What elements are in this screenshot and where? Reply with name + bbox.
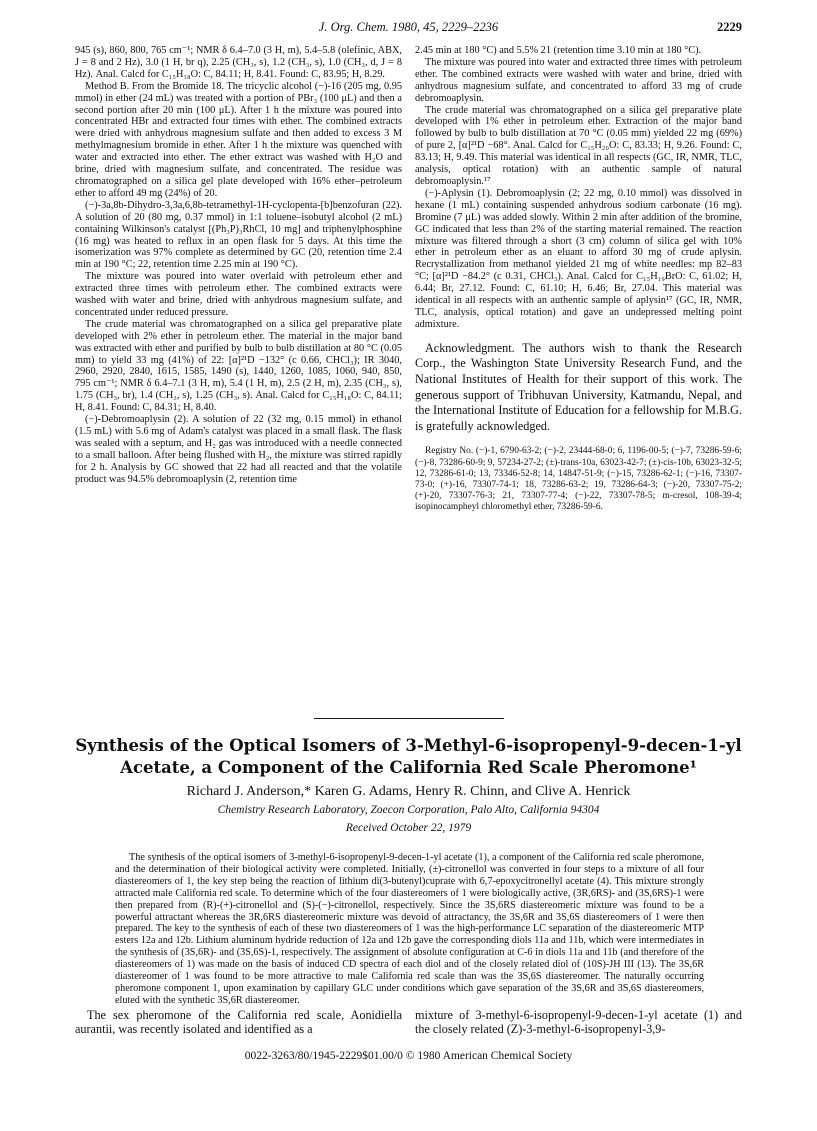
acknowledgment: Acknowledgment. The authors wish to thank the Research Corp., the Washington State University Research Fund, and the National Institutes of Health for their support of this work. The generous support of Tribhuvan University, Katmandu, Nepal, and the International Institute of Education for a fellowship for M.B.G. is gratefully acknowledged. bbox=[415, 340, 742, 433]
paragraph: Method B. From the Bromide 18. The tricyclic alcohol (−)-16 (205 mg, 0.95 mmol) in ether (24 mL) was treated with a portion of PBr₃ (100 μL) and then a second portion after 20 min (100 μL). After 1 h the mixture was poured into concentrated HBr and extracted four times with ether. The combined extracts were dried with anhydrous magnesium sulfate and then added to excess 3 M methylmagnesium bromide in ether. After 1 h the mixture was quenched with water and extracted into ether. The ether extract was washed with H₂O and brine, dried with magnesium sulfate, and concentrated. The residue was chromatographed on a silica gel plate developed with 16% ether–petroleum ether to afford 49 mg (24%) of 20. bbox=[75, 80, 402, 199]
registry-numbers: Registry No. (−)-1, 6790-63-2; (−)-2, 23444-68-0; 6, 1196-00-5; (−)-7, 73286-59-6; (−)-8, 73286-60-9; 9, 57234-27-2; (±)-trans-10a, 63023-42-7; (±)-cis-10b, 63023-32-5; 12, 73286-61-0; 13, 73346-52-8; 14, 14847-51-9; (−)-15, 73286-62-1; (−)-16, 73307-73-0; (+)-16, 73307-74-1; 18, 73286-63-2; 19, 73286-64-3; (−)-20, 73307-75-2; (+)-20, 73307-76-3; 21, 73307-77-4; (−)-22, 73307-78-5; m-cresol, 108-39-4; isopinocampheyl chloromethyl ether, 73286-59-6. bbox=[415, 446, 742, 513]
paragraph: The crude material was chromatographed on a silica gel preparative plate developed with 1% ether in petroleum ether. Extraction of the major band followed by bulb to bulb distillation at 70 °C (0.05 mm) yielded 22 mg (69%) of pure 2, [α]²¹D −68°. Anal. Calcd for C₁₅H₂₀O: C, 83.33; H, 9.26. Found: C, 83.13; H, 9.49. This material was identical in all respects (GC, IR, NMR, TLC, analysis, optical rotation) with an authentic sample of natural debromoaplysin.¹⁷ bbox=[415, 104, 742, 187]
paragraph: (−)-3a,8b-Dihydro-3,3a,6,8b-tetramethyl-1H-cyclopenta-[b]benzofuran (22). A solution of 20 (80 mg, 0.37 mmol) in 1:1 toluene–isobutyl alcohol (2 mL) containing Wilkinson's catalyst [(Ph₃P)₃RhCl, 10 mg] and triphenylphosphine (16 mg) was heated to reflux in an open flask for 5 days. At this time the isomerization was 97% complete as determined by GC (20, retention time 2.4 min at 190 °C; 22, retention time 2.25 min at 190 °C). bbox=[75, 199, 402, 271]
left-column bbox=[75, 45, 402, 715]
article-abstract: The synthesis of the optical isomers of 3-methyl-6-isopropenyl-9-decen-1-yl acetate (1), a component of the California red scale pheromone, and the determination of their biological activity were completed. Initially, (±)-citronellol was converted in four steps to a mixture of all four diastereomers of 1, the key step being the reaction of lithium di(3-butenyl)cuprate with 6,7-epoxycitronellyl acetate (4). This mixture strongly attracted male California red scale. To determine which of the four diastereomers of 1 were biologically active, (3R,6RS)- and (3S,6RS)-1 were then prepared from (R)-(+)-citronellol and (S)-(−)-citronellol, respectively. Since the 3S,6RS diastereomeric mixture was found to be a powerful attractant whereas the 3R,6RS diastereomeric mixture was devoid of attractancy, the 3S,6R and 3S,6S diastereomers of 1 were then prepared. The key to the synthesis of each of these two diastereomers of 1 was the high-performance LC separation of the diastereomeric MTP esters 12a and 12b. Lithium aluminum hydride reduction of 12a and 12b gave the corresponding diols 11a and 11b, which were intermediates in the synthesis of (3S,6R)- and (3S,6S)-1, respectively. The assignment of absolute configuration at C-6 in diols 11a and 11b (and therefore of the diastereomers of 1) was made on the basis of induced CD spectra of each diol and of the closely related diol of (10S)-JH III (13). The 3S,6R diastereomer of 1 was found to be more attractive to male California red scale than was the 3S,6S diastereomer. The naturally occurring pheromone component 1, upon examination by capillary GLC under conditions which gave separation of the 3S,6R and 3S,6S diastereomers, eluted with the synthetic 3S,6R diastereomer. bbox=[115, 852, 704, 1006]
paragraph: (−)-Debromoaplysin (2). A solution of 22 (32 mg, 0.15 mmol) in ethanol (1.5 mL) with 5.6 mg of Adam's catalyst was placed in a small flask. The flask was sealed with a septum, and H₂ gas was introduced with a needle connected to a small balloon. After being flushed with H₂, the mixture was stirred rapidly for 2 h. Analysis by GC showed that 22 had all reacted and that the volatile product was 94.5% debromoaplysin (2, retention time bbox=[75, 414, 402, 485]
paragraph: 945 (s), 860, 800, 765 cm⁻¹; NMR δ 6.4–7.0 (3 H, m), 5.4–5.8 (olefinic, ABX, J = 8 and 2 Hz), 3.0 (1 H, br q), 2.25 (CH₃, s), 1.2 (CH₃, s), 1.0 (CH₃, d, J = 8 Hz). Anal. Calcd for C₁₅H₁₈O: C, 84.11; H, 8.41. Found: C, 83.95; H, 8.29. bbox=[75, 45, 402, 80]
paragraph: The mixture was poured into water and extracted three times with petroleum ether. The combined extracts were washed with water and brine, dried with anhydrous magnesium sulfate, and concentrated to afford 33 mg of crude debromoaplysin. bbox=[415, 56, 742, 104]
paragraph: The mixture was poured into water overlaid with petroleum ether and extracted three times with petroleum ether. The combined extracts were washed with water and brine, dried with anhydrous magnesium sulfate, and concentrated under reduced pressure. bbox=[75, 271, 402, 318]
article-authors: Richard J. Anderson,* Karen G. Adams, Henry R. Chinn, and Clive A. Henrick bbox=[186, 784, 631, 799]
paragraph: (−)-Aplysin (1). Debromoaplysin (2; 22 mg, 0.10 mmol) was dissolved in hexane (1 mL) containing suspended anhydrous sodium carbonate (16 mg). Bromine (7 μL) was added slowly. Within 2 min after addition of the bromine, GC indicated that less than 2% of the starting material remained. The reaction mixture was filtered through a short (3 cm) column of silica gel with 10% ether in petroleum ether as an eluant to afford 30 mg of crude aplysin. Recrystallization from methanol yielded 21 mg of white needles: mp 82–83 °C; [α]²¹D −84.2° (c 0.31, CHCl₃). Anal. Calcd for C₁₅H₁₉BrO: C, 61.02; H, 6.44; Br, 27.12. Found: C, 61.10; H, 6.46; Br, 27.04. This material was identical in all respects with an authentic sample of aplysin¹⁷ (GC, IR, NMR, TLC, analysis, optical rotation) and gave an undepressed melting point admixture. bbox=[415, 187, 742, 330]
article-affiliation: Chemistry Research Laboratory, Zoecon Corporation, Palo Alto, California 94304 bbox=[217, 804, 600, 816]
journal-reference: J. Org. Chem. 1980, 45, 2229–2236 bbox=[318, 20, 499, 34]
body-text-left: The sex pheromone of the California red scale, Aonidiella aurantii, was recently isolated and identified as a bbox=[75, 1008, 402, 1036]
article-title: Synthesis of the Optical Isomers of 3-Methyl-6-isopropenyl-9-decen-1-yl Acetate, a Component of the California Red Scale Pheromone¹ bbox=[75, 736, 742, 777]
section-divider bbox=[314, 718, 504, 719]
paragraph: The crude material was chromatographed on a silica gel preparative plate developed with 2% ether in petroleum ether. The material in the major band was extracted with ether and purified by bulb to bulb distillation at 80 °C (0.05 mm) to yield 33 mg (41%) of 22: [α]²¹D −132° (c 0.66, CHCl₃); IR 3040, 2960, 2920, 2840, 1615, 1585, 1490 (s), 1440, 1260, 1085, 1060, 940, 850, 795 cm⁻¹; NMR δ 6.4–7.1 (3 H, m), 5.4 (1 H, m), 2.5 (2 H, m), 2.35 (CH₃, s), 1.75 (CH₃, br), 1.4 (CH₃, s), 1.25 (CH₃, s). Anal. Calcd for C₁₅H₁₈O: C, 84.11; H, 8.41. Found: C, 84.31; H, 8.40. bbox=[75, 318, 402, 414]
received-date: Received October 22, 1979 bbox=[345, 822, 472, 834]
running-header bbox=[75, 20, 742, 38]
body-text-right: mixture of 3-methyl-6-isopropenyl-9-decen-1-yl acetate (1) and the closely related (Z)-3-methyl-6-isopropenyl-3,9- bbox=[415, 1008, 742, 1036]
paragraph: 2.45 min at 180 °C) and 5.5% 21 (retention time 3.10 min at 180 °C). bbox=[415, 45, 702, 56]
copyright-footer: 0022-3263/80/1945-2229$01.00/0 © 1980 American Chemical Society bbox=[244, 1050, 573, 1062]
right-column bbox=[415, 45, 742, 715]
page-number: 2229 bbox=[717, 20, 742, 34]
